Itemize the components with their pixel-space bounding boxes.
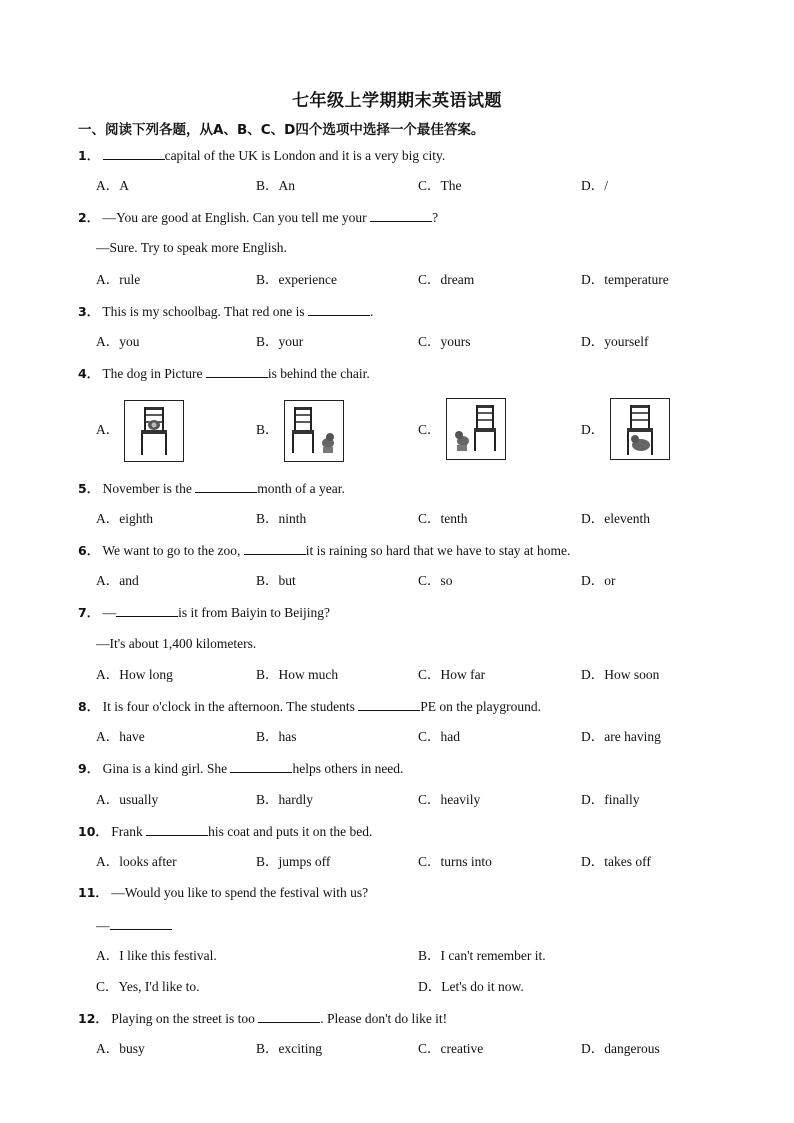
answer-blank bbox=[110, 916, 172, 930]
chair-dog-behind-icon bbox=[611, 399, 669, 459]
answer-blank bbox=[230, 759, 292, 773]
q5-option-b[interactable]: B．ninth bbox=[256, 511, 307, 526]
q4-option-d[interactable]: D． bbox=[581, 422, 605, 437]
q7-option-b[interactable]: B．How much bbox=[256, 667, 339, 682]
q3-option-d[interactable]: D．yourself bbox=[581, 334, 649, 349]
q2-option-d[interactable]: D．temperature bbox=[581, 272, 669, 287]
answer-blank bbox=[116, 603, 178, 617]
q6-option-c[interactable]: C．so bbox=[418, 573, 453, 588]
q11-option-d[interactable]: D．Let's do it now. bbox=[418, 979, 524, 994]
q9-option-d[interactable]: D．finally bbox=[581, 792, 640, 807]
q10-option-c[interactable]: C．turns into bbox=[418, 854, 492, 869]
q4-option-a[interactable]: A． bbox=[96, 422, 120, 437]
q11-option-c[interactable]: C．Yes, I'd like to. bbox=[96, 979, 200, 994]
chair-dog-beside-icon bbox=[285, 401, 343, 461]
q9-option-c[interactable]: C．heavily bbox=[418, 792, 481, 807]
question-11: 11． —Would you like to spend the festival with us? bbox=[78, 885, 369, 900]
answer-blank bbox=[258, 1009, 320, 1023]
q4-option-b[interactable]: B． bbox=[256, 422, 279, 437]
q3-option-c[interactable]: C．yours bbox=[418, 334, 471, 349]
question-7-reply: —It's about 1,400 kilometers. bbox=[96, 636, 257, 651]
q7-option-c[interactable]: C．How far bbox=[418, 667, 486, 682]
q1-option-c[interactable]: C．The bbox=[418, 178, 462, 193]
answer-blank bbox=[103, 146, 165, 160]
q1-option-d[interactable]: D．/ bbox=[581, 178, 608, 193]
q12-option-d[interactable]: D．dangerous bbox=[581, 1041, 660, 1056]
q6-option-d[interactable]: D．or bbox=[581, 573, 616, 588]
q12-option-a[interactable]: A．busy bbox=[96, 1041, 145, 1056]
q5-option-d[interactable]: D．eleventh bbox=[581, 511, 650, 526]
question-1: 1． capital of the UK is London and it is a very big city. bbox=[78, 148, 446, 163]
chair-dog-under-icon bbox=[125, 401, 183, 461]
q2-option-b[interactable]: B．experience bbox=[256, 272, 337, 287]
question-4: 4． The dog in Picture is behind the chair. bbox=[78, 366, 370, 381]
answer-blank bbox=[195, 479, 257, 493]
question-11-reply: — bbox=[96, 916, 172, 935]
q5-option-c[interactable]: C．tenth bbox=[418, 511, 468, 526]
question-12: 12． Playing on the street is too . Please don't do like it! bbox=[78, 1011, 448, 1026]
q11-option-b[interactable]: B．I can't remember it. bbox=[418, 948, 546, 963]
q8-option-d[interactable]: D．are having bbox=[581, 729, 661, 744]
picture-b-dog-beside-chair[interactable] bbox=[284, 400, 344, 462]
q1-option-b[interactable]: B．An bbox=[256, 178, 296, 193]
q12-option-b[interactable]: B．exciting bbox=[256, 1041, 322, 1056]
q7-option-a[interactable]: A．How long bbox=[96, 667, 173, 682]
section-heading: 一、阅读下列各题，从A、B、C、D四个选项中选择一个最佳答案。 bbox=[78, 122, 485, 138]
q6-option-a[interactable]: A．and bbox=[96, 573, 139, 588]
answer-blank bbox=[308, 302, 370, 316]
picture-d-dog-behind-chair[interactable] bbox=[610, 398, 670, 460]
answer-blank bbox=[358, 697, 420, 711]
question-7: 7． — is it from Baiyin to Beijing? bbox=[78, 605, 330, 620]
question-6: 6． We want to go to the zoo, it is raining so hard that we have to stay at home. bbox=[78, 543, 571, 558]
answer-blank bbox=[370, 208, 432, 222]
q8-option-b[interactable]: B．has bbox=[256, 729, 297, 744]
q10-option-b[interactable]: B．jumps off bbox=[256, 854, 331, 869]
q10-option-a[interactable]: A．looks after bbox=[96, 854, 177, 869]
question-2-reply: —Sure. Try to speak more English. bbox=[96, 240, 287, 255]
picture-c-dog-in-front-of-chair[interactable] bbox=[446, 398, 506, 460]
q8-option-c[interactable]: C．had bbox=[418, 729, 460, 744]
chair-dog-front-icon bbox=[447, 399, 505, 459]
q5-option-a[interactable]: A．eighth bbox=[96, 511, 153, 526]
q2-option-c[interactable]: C．dream bbox=[418, 272, 475, 287]
q12-option-c[interactable]: C．creative bbox=[418, 1041, 484, 1056]
question-2: 2． —You are good at English. Can you tell me your ? bbox=[78, 210, 439, 225]
question-8: 8． It is four o'clock in the afternoon. The students PE on the playground. bbox=[78, 699, 541, 714]
q6-option-b[interactable]: B．but bbox=[256, 573, 296, 588]
question-5: 5． November is the month of a year. bbox=[78, 481, 345, 496]
answer-blank bbox=[244, 541, 306, 555]
q7-option-d[interactable]: D．How soon bbox=[581, 667, 660, 682]
q4-option-c[interactable]: C． bbox=[418, 422, 441, 437]
picture-a-dog-under-chair[interactable] bbox=[124, 400, 184, 462]
answer-blank bbox=[146, 822, 208, 836]
answer-blank bbox=[206, 364, 268, 378]
q3-option-b[interactable]: B．your bbox=[256, 334, 304, 349]
question-9: 9． Gina is a kind girl. She helps others in need. bbox=[78, 761, 404, 776]
q3-option-a[interactable]: A．you bbox=[96, 334, 140, 349]
q2-option-a[interactable]: A．rule bbox=[96, 272, 141, 287]
q8-option-a[interactable]: A．have bbox=[96, 729, 145, 744]
q1-option-a[interactable]: A．A bbox=[96, 178, 129, 193]
q11-option-a[interactable]: A．I like this festival. bbox=[96, 948, 217, 963]
question-10: 10． Frank his coat and puts it on the bed. bbox=[78, 824, 373, 839]
q9-option-b[interactable]: B．hardly bbox=[256, 792, 313, 807]
page-title: 七年级上学期期末英语试题 bbox=[292, 91, 502, 111]
question-3: 3． This is my schoolbag. That red one is . bbox=[78, 304, 374, 319]
q10-option-d[interactable]: D．takes off bbox=[581, 854, 651, 869]
q9-option-a[interactable]: A．usually bbox=[96, 792, 159, 807]
